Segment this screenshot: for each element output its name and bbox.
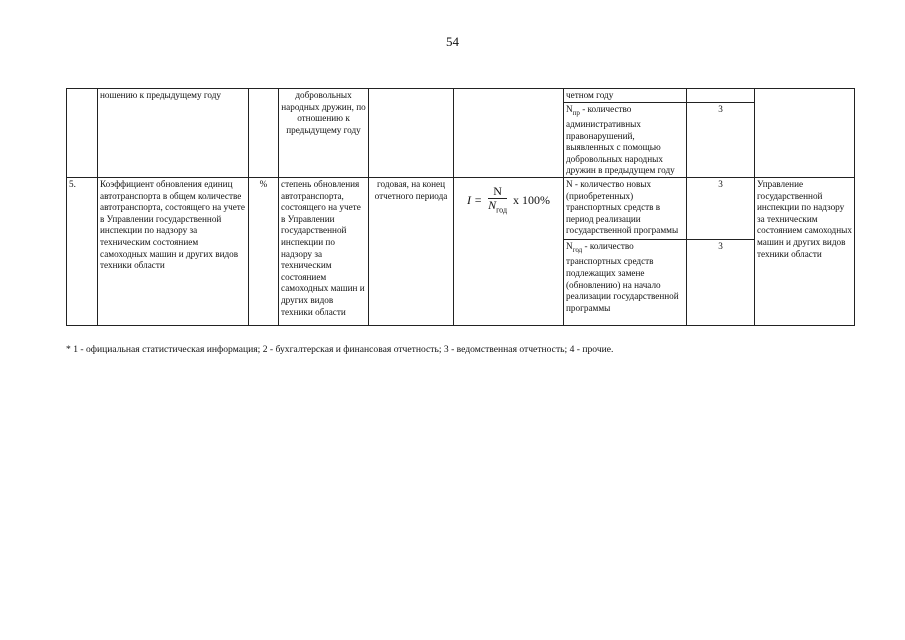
cell-formula xyxy=(454,89,564,178)
cell-variable xyxy=(564,102,687,177)
cell-indicator-name: Коэффициент обновления единиц автотранспорта в общем количестве автотранспорта, состоящего на учете в Управлении государственной инспекции по надзору за техническим состоянием самоходных машин и других видов техники области xyxy=(98,177,249,325)
formula xyxy=(456,179,561,216)
formula-denominator-subscript: год xyxy=(496,205,508,215)
variable-description: - количество административных правонарушений, выявленных с помощью добровольных народных дружин в предыдущем году xyxy=(566,103,675,176)
cell-definition: степень обновления автотранспорта, состоящего на учете в Управлении государственной инспекции по надзору за техническим состоянием самоходных машин и других видов техники области xyxy=(279,177,369,325)
cell-formula xyxy=(454,177,564,325)
formula-numerator: N xyxy=(488,185,507,199)
formula-multiplier: x 100% xyxy=(513,192,551,207)
variable-description: - количество транспортных средств подлежащих замене (обновлению) на начало реализации государственной программы xyxy=(566,240,679,313)
indicators-table xyxy=(66,88,855,326)
cell-definition: добровольных народных дружин, по отношению к предыдущему году xyxy=(279,89,369,178)
cell-number: 5. xyxy=(67,177,98,325)
variable-subscript: год xyxy=(572,245,583,254)
cell-periodicity xyxy=(369,89,454,178)
cell-indicator-name: ношению к предыдущему году xyxy=(98,89,249,178)
variable-symbol: N xyxy=(566,103,573,114)
formula-denominator-symbol: N xyxy=(488,197,497,212)
cell-unit: % xyxy=(249,177,279,325)
cell-source: 3 xyxy=(687,177,755,239)
cell-variable: четном году xyxy=(564,89,687,103)
footnote: * 1 - официальная статистическая информация; 2 - бухгалтерская и финансовая отчетность; 3 - ведомственная отчетность; 4 - прочие. xyxy=(66,344,614,355)
cell-number xyxy=(67,89,98,178)
cell-variable xyxy=(564,239,687,325)
cell-source xyxy=(687,89,755,103)
variable-subscript: пр xyxy=(572,108,580,117)
cell-responsible xyxy=(755,89,855,178)
formula-fraction xyxy=(488,185,507,216)
page-number: 54 xyxy=(446,34,459,49)
cell-responsible: Управление государственной инспекции по надзору за техническим состоянием самоходных машин и других видов техники области xyxy=(755,177,855,325)
table-row xyxy=(67,177,855,239)
formula-denominator xyxy=(488,199,507,216)
cell-source: 3 xyxy=(687,102,755,177)
cell-periodicity: годовая, на конец отчетного периода xyxy=(369,177,454,325)
cell-source: 3 xyxy=(687,239,755,325)
formula-lhs: I = xyxy=(466,192,483,207)
table-row xyxy=(67,89,855,103)
cell-unit xyxy=(249,89,279,178)
cell-variable: N - количество новых (приобретенных) транспортных средств в период реализации государственной программы xyxy=(564,177,687,239)
variable-symbol: N xyxy=(566,240,573,251)
